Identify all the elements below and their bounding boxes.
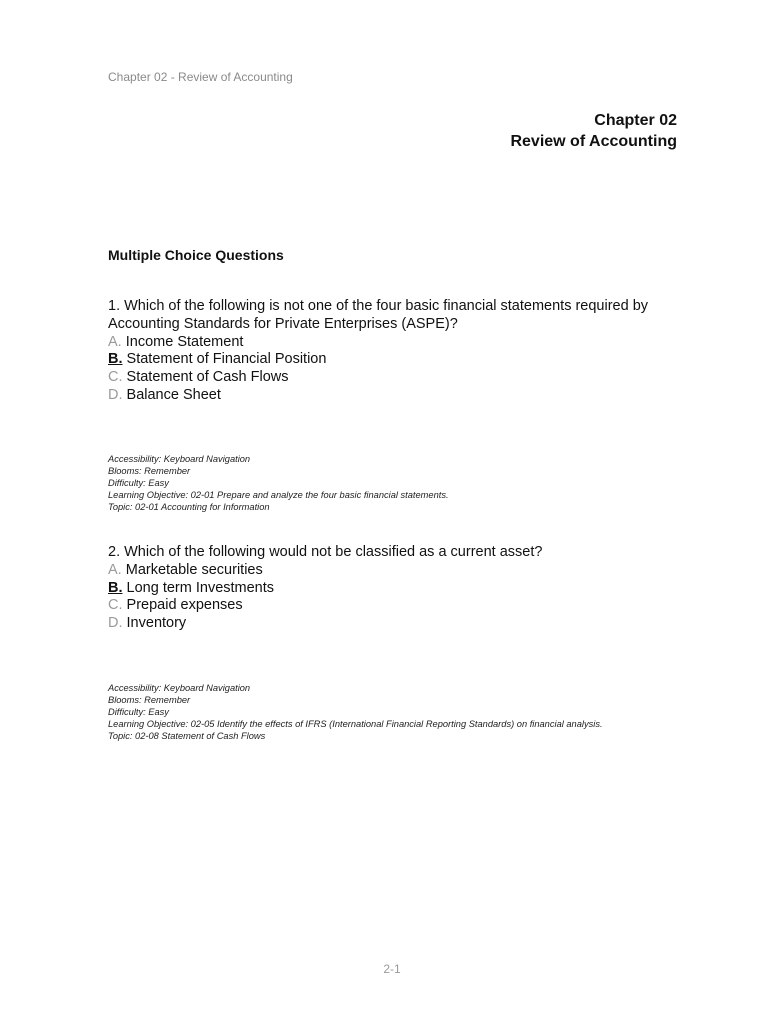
section-heading: Multiple Choice Questions [108,247,284,263]
question-2 [108,544,698,633]
choice-a [108,562,698,580]
choice-text: Inventory [126,615,187,632]
meta-difficulty: Difficulty: Easy [108,478,169,488]
running-header: Chapter 02 - Review of Accounting [108,70,293,84]
choice-b-correct [108,580,698,598]
meta-topic: Topic: 02-01 Accounting for Information [108,502,270,512]
chapter-title [510,110,677,152]
choice-letter: A. [108,333,122,350]
choice-text: Prepaid expenses [126,597,243,614]
question-2-metadata [108,682,728,742]
choice-text: Balance Sheet [126,386,221,403]
meta-difficulty: Difficulty: Easy [108,707,169,717]
choice-text: Statement of Cash Flows [126,369,289,386]
meta-accessibility: Accessibility: Keyboard Navigation [108,454,251,464]
correct-answer-letter: B. [108,351,123,368]
correct-answer-letter: B. [108,579,123,596]
choice-letter: D. [108,615,123,632]
choice-b-correct [108,351,698,369]
choice-a [108,334,698,352]
choice-d [108,387,698,405]
meta-topic: Topic: 02-08 Statement of Cash Flows [108,731,266,741]
chapter-name: Review of Accounting [510,133,677,150]
meta-learning-objective: Learning Objective: 02-01 Prepare and analyze the four basic financial statements. [108,490,449,500]
meta-blooms: Blooms: Remember [108,695,191,705]
question-1 [108,298,698,405]
question-1-metadata [108,453,728,513]
question-stem: 2. Which of the following would not be classified as a current asset? [108,544,543,560]
choice-letter: C. [108,597,123,614]
choice-text: Statement of Financial Position [126,351,327,368]
choice-letter: D. [108,386,123,403]
choice-c [108,597,698,615]
meta-learning-objective: Learning Objective: 02-05 Identify the effects of IFRS (International Financial Reporting Standards) on financial analysis. [108,719,603,729]
question-stem: 1. Which of the following is not one of the four basic financial statements required by Accounting Standards for Private Enterprises (ASPE)? [108,298,649,332]
page-number: 2-1 [383,962,401,976]
choice-text: Marketable securities [125,561,263,578]
choice-text: Long term Investments [126,579,275,596]
choice-letter: C. [108,369,123,386]
choice-text: Income Statement [125,333,244,350]
choice-c [108,369,698,387]
meta-accessibility: Accessibility: Keyboard Navigation [108,683,251,693]
choice-letter: A. [108,561,122,578]
choice-d [108,615,698,633]
chapter-number: Chapter 02 [594,112,677,129]
meta-blooms: Blooms: Remember [108,466,191,476]
